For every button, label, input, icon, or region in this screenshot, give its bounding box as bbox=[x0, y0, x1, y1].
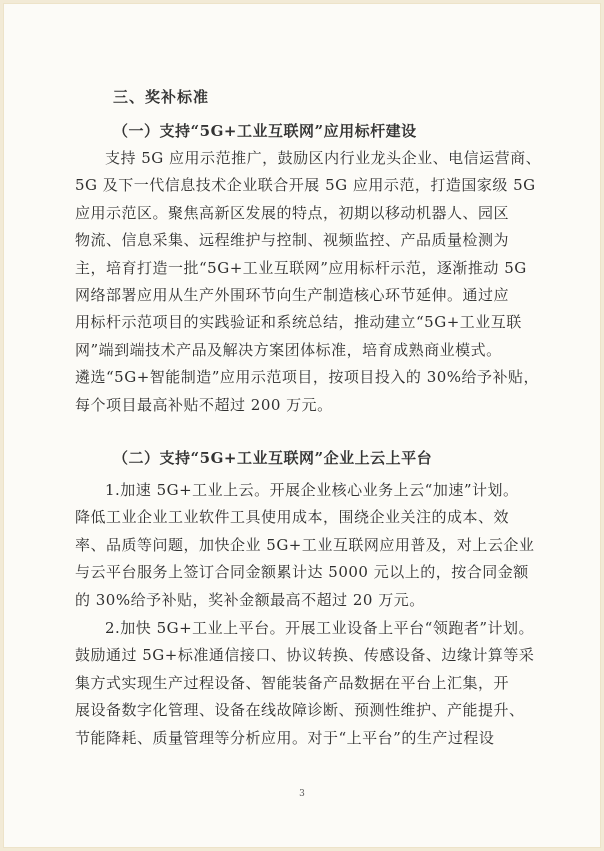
paragraph-1 bbox=[75, 145, 545, 419]
paragraph-line: 节能降耗、质量管理等分析应用。对于“上平台”的生产过程设 bbox=[75, 728, 495, 747]
paragraph-line: 鼓励通过 5G+标准通信接口、协议转换、传感设备、边缘计算等采 bbox=[75, 646, 535, 665]
paragraph-line: 率、品质等问题，加快企业 5G+工业互联网应用普及，对上云企业 bbox=[75, 535, 535, 554]
paragraph-line: 与云平台服务上签订合同金额累计达 5000 元以上的，按合同金额 bbox=[75, 563, 529, 582]
paragraph-line: 支持 5G 应用示范推广，鼓励区内行业龙头企业、电信运营商、 bbox=[105, 149, 542, 167]
paragraph-line: 用标杆示范项目的实践验证和系统总结，推动建立“5G+工业互联 bbox=[75, 313, 522, 332]
subsection-heading-1: （一）支持“5G+工业互联网”应用标杆建设 bbox=[113, 122, 417, 140]
page-number: 3 bbox=[299, 789, 305, 799]
subsection-heading-2: （二）支持“5G+工业互联网”企业上云上平台 bbox=[113, 449, 433, 467]
paragraph-line: 每个项目最高补贴不超过 200 万元。 bbox=[75, 395, 333, 414]
section-heading: 三、奖补标准 bbox=[113, 88, 210, 106]
paragraph-line: 网络部署应用从生产外围环节向生产制造核心环节延伸。通过应 bbox=[75, 286, 510, 305]
paragraph-2 bbox=[75, 477, 545, 614]
paragraph-line: 主，培育打造一批“5G+工业互联网”应用标杆示范，逐渐推动 5G bbox=[75, 258, 527, 277]
paragraph-line: 集方式实现生产过程设备、智能装备产品数据在平台上汇集，开 bbox=[75, 673, 510, 692]
paragraph-line: 的 30%给予补贴，奖补金额最高不超过 20 万元。 bbox=[75, 590, 425, 609]
paragraph-line: 网”端到端技术产品及解决方案团体标准，培育成熟商业模式。 bbox=[75, 340, 502, 359]
paragraph-line: 5G 及下一代信息技术企业联合开展 5G 应用示范，打造国家级 5G bbox=[75, 176, 536, 195]
paragraph-line: 展设备数字化管理、设备在线故障诊断、预测性维护、产能提升、 bbox=[75, 701, 525, 720]
paragraph-3 bbox=[75, 615, 545, 752]
paragraph-line: 1.加速 5G+工业上云。开展企业核心业务上云“加速”计划。 bbox=[105, 481, 519, 499]
paragraph-line: 物流、信息采集、远程维护与控制、视频监控、产品质量检测为 bbox=[75, 231, 510, 250]
paragraph-line: 遴选“5G+智能制造”应用示范项目，按项目投入的 30%给予补贴， bbox=[75, 368, 540, 387]
paragraph-line: 应用示范区。聚焦高新区发展的特点，初期以移动机器人、园区 bbox=[75, 203, 510, 222]
paragraph-line: 2.加快 5G+工业上平台。开展工业设备上平台“领跑者”计划。 bbox=[105, 619, 535, 637]
paragraph-line: 降低工业企业工业软件工具使用成本，围绕企业关注的成本、效 bbox=[75, 508, 510, 527]
